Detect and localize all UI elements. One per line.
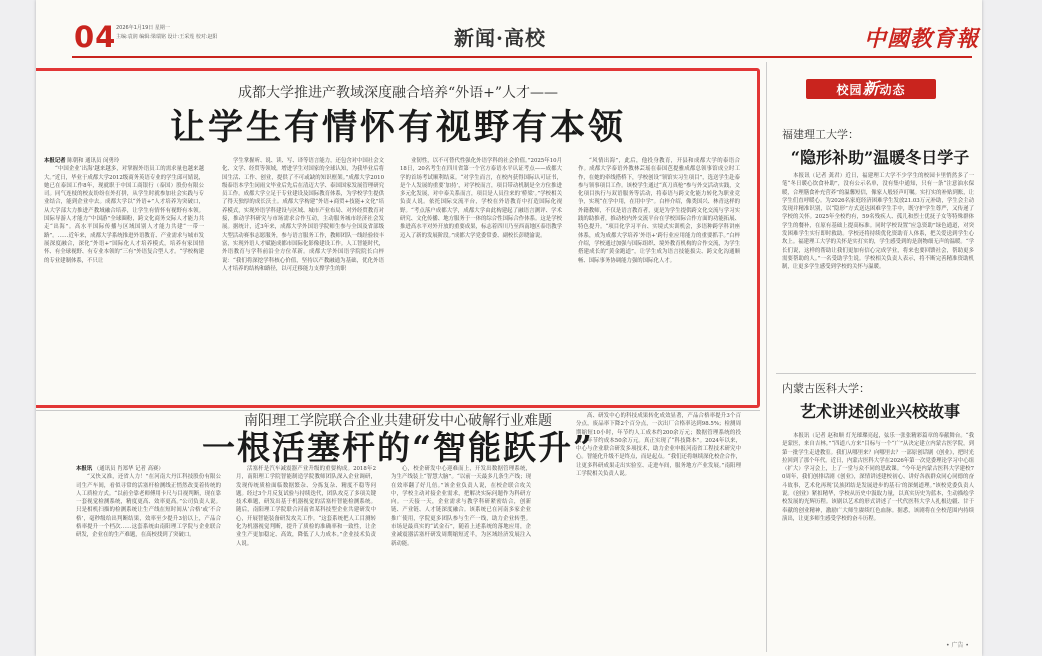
second-paragraph: 心，校企研发中心迎难而上，开发出数据管理系统，为生产线装上“智慧大脑”。“以前一天最多几条生产线；现在效率翻了好几倍。”该企业负责人说，在校企联合攻关中，学校主动对接企业需求，把解决实际问题作为科研方向。一天接一天，企业需求与教学科研紧密结合，创新链、产业链、人才链深度融合。该系统已在河南多家企业推广使用，学院更多团队参与生产一线，助力企业转型。市场是最真实的“试金石”，随着上述系统的落地应用，企业减震器活塞杆研发周期缩短近半，为区域经济发展注入新动能。 [391, 466, 531, 547]
section-title: 新闻·高校 [454, 26, 546, 50]
badge-new: 新 [862, 79, 880, 98]
ad-label: • 广告 • [946, 642, 969, 649]
second-column-1 [76, 465, 221, 651]
sidebar-story1-kicker: 福建理工大学： [782, 128, 859, 141]
sidebar-story1-title: “隐形补助”温暖冬日学子 [790, 148, 970, 167]
second-byline-rest: （通讯员 肖郑华 记者 高赛） [93, 466, 164, 472]
campus-news-badge [806, 79, 936, 99]
lead-kicker: 成都大学推进产教域深度融合培养“外语+”人才—— [237, 85, 559, 101]
newspaper-page [36, 0, 982, 656]
sidebar-story-divider [776, 373, 976, 374]
lead-column-4 [578, 157, 740, 397]
second-paragraph: 活塞杆是汽车减震器产业升级的重要构成。2018年2月，南阳理工学院智能制造学院教师团队深入企业调研，发现传统质检面临数据繁杂、分拣复杂、精度不稳等问题。经过3个月反复试验与持续迭代，团队攻克了多项关键技术难题，研发出基于机器视觉的活塞杆智能检测系统。随后，南阳理工学院联合河南省某科技型企业共建研发中心，开展智能装备研发攻关工作。“这套系统把人工目测转化为机器视觉判断，提升了质检的准确率和一致性，让企业生产更加稳定、高效，降低了人力成本。”企业技术负责人说。 [236, 466, 376, 547]
second-paragraph: “又快又准，还省人力！”在河南大丹江科技股份有限公司生产车间，看似寻常的活塞杆检测线正悄然改变着传统的人工质检方式。“以前全靠老师傅用卡尺与目视判断，现在靠一套视觉检测系统，精度更高、效率更高。”公司负责人说。只是相机扫描的检测系统让生产线在短时间从‘合格’或‘不合格’，毫秒级给出判断结果，效率至少提升3倍以上，产品合格率提升一个档次……这套系统由南阳理工学院与企业联合研发，企业在的生产难题，在高校找到了突破口。 [76, 474, 221, 539]
lead-paragraph: 业韧性，以不可替代性强化外语学科的社会价值。”2025年10月18日，20名考生在四川省第一个官方泰语水平认证考点——成都大学的首场考试顺利结束。“对学生而言，在校内获得国际认可证书，是个人发展的重要‘加持’，对学校而言，项目带动机制是全方位推进多元化发展，对中泰关系而言，项目是人员往来的‘桥梁’。”学校相关负责人说。依托国际交流平台，学校在外语教育中打造国际化视野。“考点落户成都大学，成都大学由此构建起了融语言测评、学术研究、文化传播、地方服务于一体的综合性国际合作体系。这是学校推进高水平对外开放的重要成果，标志着四川乃至西南地区泰语教学迈入了新的发展阶段。”成都大学党委常委、副校长彭晓渝说。 [400, 158, 562, 239]
lead-paragraph: “风情出海”，此后，他投身教育，开县和成都大学的泰语合作。成都大学泰语外教林芸瑶在泰国芭提雅成都总领事馆成立时工作，在她的牵线搭桥下，学校创设“领馆实习生项目”，选送学生赴泰参与领事项目工作。该校学生通过“真刀真枪”参与外交活动实践，文化项目执行与双语服务等活动，将泰语与跨文化能力转化为职业竞争，实现“在学中用，在用中学”。白梓介绍，像类国兴、林青这样的外籍教师，不仅是语言教育者，更是为学生提供跨文化交流与学习实践的助推者，推动校内外交流平台在学校国际合作方面的功能拓展、特色提升。“项目化学习平台、实境式实训机会，多语种跨学科讲座体系，成为成都大学培养‘外语+’跨行业应用能力的重要抓手。”白梓介绍，学校通过加强与国际组织、境外教育机构的合作交流，为学生搭建成长的“黄金跑道”，让学生成为语言技能拔尖、跨文化沟通顺畅、国际事务协调能力强的国际化人才。 [578, 158, 740, 264]
badge-suffix: 动态 [879, 83, 906, 97]
second-kicker: 南阳理工学院联合企业共建研发中心破解行业难题 [244, 413, 552, 429]
date-line: 2026年1月19日 星期一 [116, 25, 170, 31]
lead-headline: 让学生有情怀有视野有本领 [169, 107, 626, 148]
lead-paragraph: “中国企业‘出海’越来越多，对掌握外语员工的需求量也越来越大。”近日，毕业于成都大学2012级商务英语专业的学生邱可婧说，她已在泰国工作8年，现就职于中国工商银行（泰国）股份有限公司。同气连枝的校友纷纷在外打拼，从学生时就参加社会实践与专业结合，能到企业中去。成都大学以“外语+”人才培养为突破口，从大学部大力推进产教域融合培养，让学生有情怀有视野有本领。国际导游人才能力“中国游”全球圈粉，跨文化商务交际人才能力共走“出海”。高水平国际传播与区域国别人才能力共建“一带一路”。……近年来，成都大学系统推进外语教育、产业需求与城市发展深度融合，深化“外语+”国际化人才培养模式，培养有家国情怀、有全球视野、有专业本领的“三有”外语复合型人才。“学校构建的专业建制体系，不只让 [44, 166, 204, 264]
second-column-2 [236, 465, 376, 651]
lead-byline-names: 陈朝和 通讯员 闵勇玲 [67, 158, 120, 164]
badge-prefix: 校园 [836, 83, 863, 97]
second-headline: 一根活塞杆的“智能跃升” [202, 428, 594, 467]
sidebar-story1-text: 本报讯（记者 龚君）近日，福建理工大学不少学生的校园卡里悄然多了一笔“冬日暖心饮食补助”，没有公示名单，没有集中通知，只有一条“注意油水保暖，合理膳食补充营养”的温馨短信，像家人般轻声叮嘱。实打实的补贴到账，让学生们直呼暖心。为2026名家庭经济困难学生发放21.03万元补助，学生会主动发现并精准识别，以“隐形”方式送达困难学生手中，既守护学生尊严，又传递了学校的关怀。2025年全校约有，59名残疾人、孤儿和烈士优抚子女等特殊群体学生的餐补，在原有基础上提高标准。同时学校设置“应急资助”绿色通道，对突发困难学生实行即时救助。学校还将持续优化资助育人体系，把关爱送到学生心坎上。福建理工大学的关怀是实打实的，学生感受到的是润物细无声的温暖。“学长们说，这样的帮助让我们更加有信心完成学业，将来也要回馈社会，帮助更多需要帮助的人。”一名受助学生说。学校相关负责人表示，将不断完善精准资助机制，让更多学生感受到学校的关怀与温暖。 [782, 173, 974, 271]
sidebar-story2-kicker: 内蒙古医科大学： [782, 382, 870, 395]
second-paragraph: 高、研发中心的科技成果转化成效显著，产品合格率提升3个百分点，废品率下降2个百分点，一次出厂合格率达到98.5%；检测周期缩短10小时，年节约人工成本约200余万元；数据管理系统的投入，年节约成本50余万元。真正实现了“科技降本”。2024年以来，中心与企业联合研发多项技术，助力企业申报河南省工程技术研究中心。智能化升级不是终点，而是起点。“我们还将继续深化校企合作，让更多科研成果走出实验室、走进车间，服务地方产业发展。”南阳理工学院相关负责人说。 [576, 413, 741, 478]
sidebar-story1-body [782, 172, 974, 367]
sidebar-story2-title: 艺术讲述创业兴校故事 [799, 402, 960, 421]
header-rule [72, 56, 972, 58]
newspaper-logo: 中國教育報 [864, 26, 980, 52]
page-meta [116, 24, 316, 42]
lead-byline-label: 本报记者 [44, 158, 66, 164]
second-byline-label: 本报讯 [76, 466, 93, 472]
lead-paragraph: 学生掌握听、说、读、写、译等语言能力，还包含对中国社会文化、文学、经贸等领域，增进学生对国家的全球认知，为我毕业后将国生活、工作、创业，提供了不可或缺的知识框架。”成都大学2010级泰语本学生闵雨文毕业后先后在清迈大学、泰国国家发展管理研究员工作。成都大学立足于专业建设及国际教育体系，为学校学生提供了得天独厚的成长沃土。成都大学构建“外语+商贸+技能+文化”培养模式，实现外语学科建设与区域、城市产业布局、对外经贸教育对接，推动学科研究与市场需求合作互动，主动服务城市经济社会发展。据统计，近3年来，成都大学外国语学院师生参与全国及省部级大型活动赛事志愿服务，参与语言服务工作，教师团队一线经验较丰富，实现外语人才赋能成都市国际化影像建设工作。人工智能时代，外语教育与学科前沿全方位革新。成都大学外国语学院院长白梓说：“我们将深挖学科核心价值，坚持以产教融通为基础，优化外语人才培养的结构和路径，以可迁移能力支撑学生的职 [222, 158, 384, 272]
page-number: 04 [74, 20, 117, 54]
lead-column-3 [400, 157, 562, 397]
sidebar-story2-text: 本报讯（记者 赵和顺 灯光璀璨亮起，弦乐一张张精彩篇章的奉献舞台。“我是蒙医，来自吉林。”“四道八方来”目标与一个“广”从决定建立内蒙古医学院，到第一批学生走进教室。我们从哪里来？向哪里去？一部原创话剧《创业》，把时光拉回到了那个年代。近日，内蒙古医科大学在2026年第一次党委理论学习中心组（扩大）学习会上，上了一堂与众不同的思政课。“今年是内蒙古医科大学建校70周年，我们创排话剧《创业》，深情讲述建校初心、讲好各族群众同心同德的奋斗故事，艺术化再现‘民族团结是发展进步的基石’的深刻道理。”该校党委负责人说。《创业》紧扣精华，学校从历史中汲取力量，以真实历史为蓝本，生动描绘学校发展的光辉历程。该剧以艺术的形式讲述了一代代医科大学人扎根边疆、甘于奉献的创业精神，激励广大师生赓续红色血脉。据悉，该剧将在全校范围内持续演出，让更多师生感受学校的奋斗历程。 [782, 433, 974, 522]
lead-column-1 [44, 157, 204, 397]
second-column-3 [391, 465, 531, 651]
second-column-4 [576, 412, 741, 651]
sidebar-story2-body [782, 432, 974, 632]
editor-line: 主编:袁润 编辑:梁瑞铭 设计:王采莲 校对:赵阳 [116, 34, 218, 40]
lead-column-2 [222, 157, 384, 397]
sidebar-divider [766, 62, 767, 652]
